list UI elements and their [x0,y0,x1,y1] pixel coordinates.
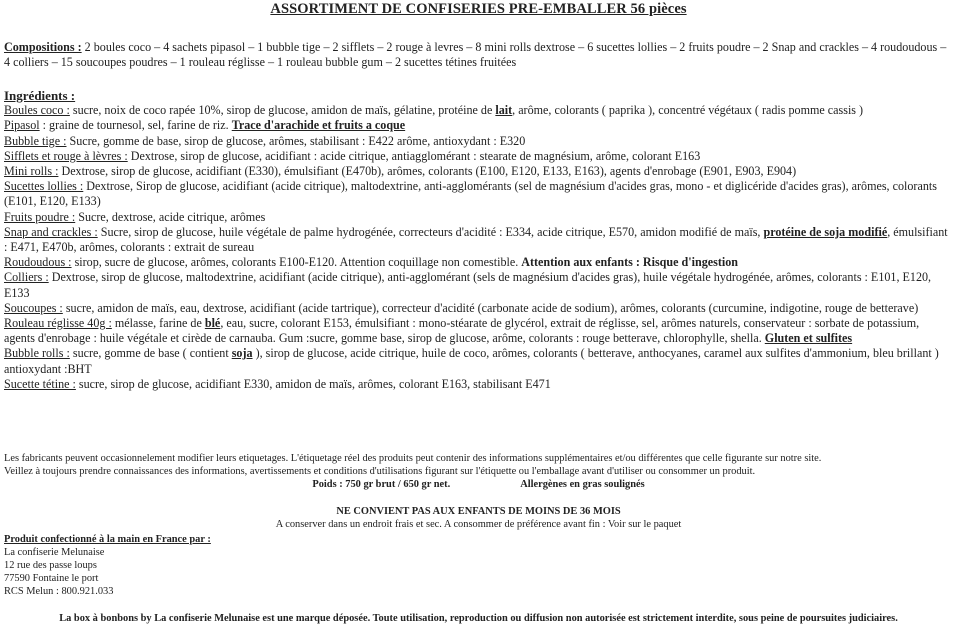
allergen-text: soja [231,346,253,361]
ingredient-label: Pipasol [4,118,40,133]
ingredient-text: Sucre, sirop de glucose, huile végétale de palme hydrogénée, correcteurs d'acidité : E334, acide citrique, E570, amidon modifié de maïs, [97,224,764,239]
ingredient-label: Fruits poudre : [4,209,76,224]
trademark-footer: La box à bonbons by La confiserie Melunaise est une marque déposée. Toute utilisation, reproduction ou diffusion non autorisée est strictement interdite, sous peine de poursuites judiciaires. [59,613,898,624]
ingredient-text: sirop, sucre de glucose, arômes, colorants E100-E120. Attention coquillage non comestible. [71,255,522,270]
weight-text: Poids : 750 gr brut / 650 gr net. [312,479,451,490]
allergen-text: Gluten et sulfites [764,331,853,346]
allergen-text: Trace d'arachide et fruits a coque [231,118,406,133]
ingredient-label: Mini rolls : [4,164,59,179]
allergen-text: lait [495,103,513,118]
producer-city: 77590 Fontaine le port [4,573,99,584]
ingredient-colliers [4,270,952,300]
ingredient-label: Bubble rolls : [4,346,70,361]
disclaimer-line: Veillez à toujours prendre connaissances des informations, avertissements et conditions d'utilisations figurant sur l'étiquette ou l'emballage avant d'utiliser ou consommer un produit. [4,466,756,477]
allergen-note: Allergènes en gras soulignés [520,479,645,490]
ingredient-text: ), sirop de glucose, acide citrique, huile de coco, arômes, colorants ( betterave, anthocyanes, caramel aux sulfites d'ammonium, bleu brillant ) antioxydant :BHT [4,346,939,376]
ingredient-boules-coco [4,103,952,118]
compositions-text: 2 boules coco – 4 sachets pipasol – 1 bubble tige – 2 sifflets – 2 rouge à levres – 8 mini rolls dextrose – 6 sucettes lollies – 2 fruits poudre – 2 Snap and crackles – 4 roudoudous – 4 colliers – 15 soucoupes poudres – 1 rouleau réglisse – 1 rouleau bubble gum – 2 sucettes tétines fruitées [4,40,947,70]
ingredient-soucoupes [4,301,952,316]
ingredient-text: sucre, gomme de base ( contient [69,346,232,361]
ingredient-text: sucre, amidon de maïs, eau, dextrose, acidifiant (acide tartrique), correcteur d'acidité (carbonate acide de sodium), arômes, colorants (curcumine, indigotine, rouge de betterave) [62,300,919,315]
allergen-text: protéine de soja modifié [763,224,888,239]
producer-rcs: RCS Melun : 800.921.033 [4,586,114,597]
ingredient-text: , eau, sucre, colorant E153, émulsifiant : mono-stéarate de glycérol, extrait de réglisse, sel, arômes naturels, conservateur : sorbate de potassium, agents d'enrobage : huile végétale et cirède de carnauba. Gum :sucre, gomme base, sirop de glucose, arôme, colorants : rouge betterave, chlorophylle, shella. [4,316,920,346]
weight-allergen-line [0,479,957,490]
allergen-text: blé [204,316,221,331]
ingredient-text: Dextrose, sirop de glucose, acidifiant : acide citrique, antiagglomérant : stearate de magnésium, arôme, colorant E163 [127,148,701,163]
ingredient-roudoudous [4,255,952,270]
ingredient-text: mélasse, farine de [111,316,205,331]
ingredient-mini-rolls [4,164,952,179]
disclaimer [4,452,952,478]
disclaimer-line: Les fabricants peuvent occasionnelement modifier leurs etiquetages. L'étiquetage réel des produits peut contenir des informations supplémentaires et/ou différentes que celle figurante sur notre site. [4,453,822,464]
ingredient-text: , émulsifiant : E471, E470b, arômes, colorants : extrait de sureau [4,224,948,255]
ingredient-label: Sifflets et rouge à lèvres : [4,148,128,163]
ingredient-label: Sucette tétine : [4,376,76,391]
ingredient-fruits-poudre [4,210,952,225]
conservation-text: A conserver dans un endroit frais et sec. A consommer de préférence avant fin : Voir sur le paquet [275,519,682,530]
ingredient-label: Soucoupes : [4,300,63,315]
ingredient-label: Roudoudous : [4,255,72,270]
producer-block [4,533,211,598]
compositions-section [4,40,952,70]
ingredient-sucettes-lollies [4,179,952,209]
ingredient-text: , arôme, colorants ( paprika ), concentré végétaux ( radis pomme cassis ) [512,103,864,118]
ingredient-text: sucre, noix de coco rapée 10%, sirop de glucose, amidon de maïs, gélatine, protéine de [69,103,496,118]
ingredient-label: Sucettes lollies : [4,179,84,194]
ingredient-text: Sucre, dextrose, acide citrique, arômes [75,209,266,224]
ingredients-heading: Ingrédients : [4,88,76,103]
ingredients-section [4,88,952,392]
producer-street: 12 rue des passe loups [4,560,97,571]
ingredient-text: Dextrose, sirop de glucose, acidifiant (E330), émulsifiant (E470b), arômes, colorants (E100, E120, E133, E163), agents d'enrobage (E901, E903, E904) [58,164,797,179]
ingredient-text: Dextrose, Sirop de glucose, acidifiant (acide citrique), maltodextrine, anti-agglomérants (sel de magnésium d'acides gras, mono - et diglicéride d'acides gras), arômes, colorants (E101, E120, E133) [4,179,937,209]
compositions-label: Compositions : [4,40,82,54]
ingredient-text: : graine de tournesol, sel, farine de riz. [39,118,232,133]
ingredient-sifflets [4,149,952,164]
ingredient-label: Colliers : [4,270,49,285]
ingredient-sucette-tetine [4,377,952,392]
ingredient-label: Bubble tige : [4,133,67,148]
age-warning: NE CONVIENT PAS AUX ENFANTS DE MOINS DE 36 MOIS [336,506,621,517]
ingredient-rouleau-reglisse [4,316,952,346]
ingredient-bubble-tige [4,134,952,149]
producer-heading: Produit confectionné à la main en France par : [4,534,211,545]
ingestion-warning: Attention aux enfants : Risque d'ingestion [521,255,738,270]
ingredient-bubble-rolls [4,346,952,376]
ingredient-label: Boules coco : [4,103,70,118]
ingredient-text: Sucre, gomme de base, sirop de glucose, arômes, stabilisant : E422 arôme, antioxydant : E320 [66,133,526,148]
ingredient-text: sucre, sirop de glucose, acidifiant E330, amidon de maïs, arômes, colorant E163, stabilisant E471 [75,376,551,391]
page-title: ASSORTIMENT DE CONFISERIES PRE-EMBALLER 56 pièces [270,1,687,17]
producer-name: La confiserie Melunaise [4,547,105,558]
ingredient-pipasol [4,118,952,133]
ingredient-label: Rouleau réglisse 40g : [4,316,112,331]
ingredient-snap-and-crackles [4,225,952,255]
ingredient-label: Snap and crackles : [4,224,98,239]
ingredient-text: Dextrose, sirop de glucose, maltodextrine, acidifiant (acide citrique), anti-agglomérant (sels de magnésium d'acides gras), huile végétale hydrogénée, arômes, colorants : E101, E120, E133 [4,270,932,300]
